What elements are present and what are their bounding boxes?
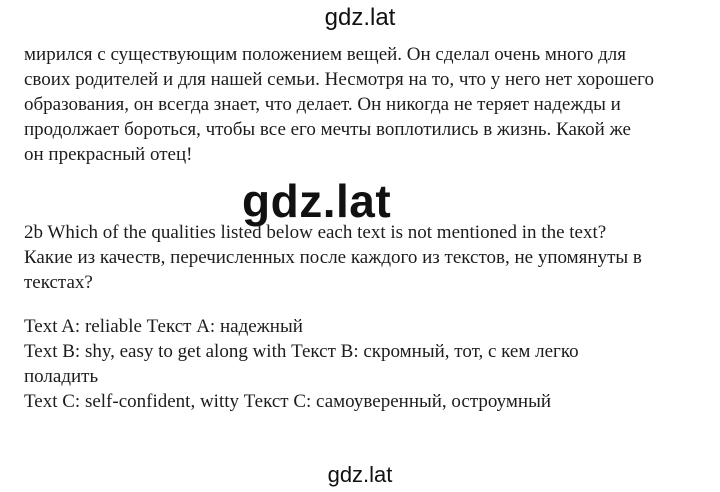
exercise-2b-answers [24, 314, 704, 414]
text-line: Какие из качеств, перечисленных после каждого из текстов, не упомянуты в [24, 247, 642, 268]
text-line: продолжает бороться, чтобы все его мечты воплотились в жизнь. Какой же [24, 119, 631, 140]
text-line: образования, он всегда знает, что делает. Он никогда не теряет надежды и [24, 94, 621, 115]
watermark-bottom: gdz.lat [327, 462, 393, 487]
answer-line: Text C: self-confident, witty Текст С: самоуверенный, остроумный [24, 391, 552, 412]
exercise-2b-question [24, 220, 704, 295]
answer-line: поладить [24, 366, 99, 387]
text-line: он прекрасный отец! [24, 144, 193, 165]
text-line: текстах? [24, 272, 93, 293]
text-line: своих родителей и для нашей семьи. Несмотря на то, что у него нет хорошего [24, 69, 654, 90]
text-line: мирился с существующим положением вещей. Он сделал очень много для [24, 44, 627, 65]
paragraph-story-ending [24, 42, 704, 167]
answer-line: Text A: reliable Текст А: надежный [24, 316, 303, 337]
text-line: 2b Which of the qualities listed below each text is not mentioned in the text? [24, 222, 607, 243]
watermark-middle: gdz.lat [242, 175, 392, 227]
answer-line: Text B: shy, easy to get along with Текст В: скромный, тот, с кем легко [24, 341, 579, 362]
watermark-top: gdz.lat [324, 4, 396, 31]
